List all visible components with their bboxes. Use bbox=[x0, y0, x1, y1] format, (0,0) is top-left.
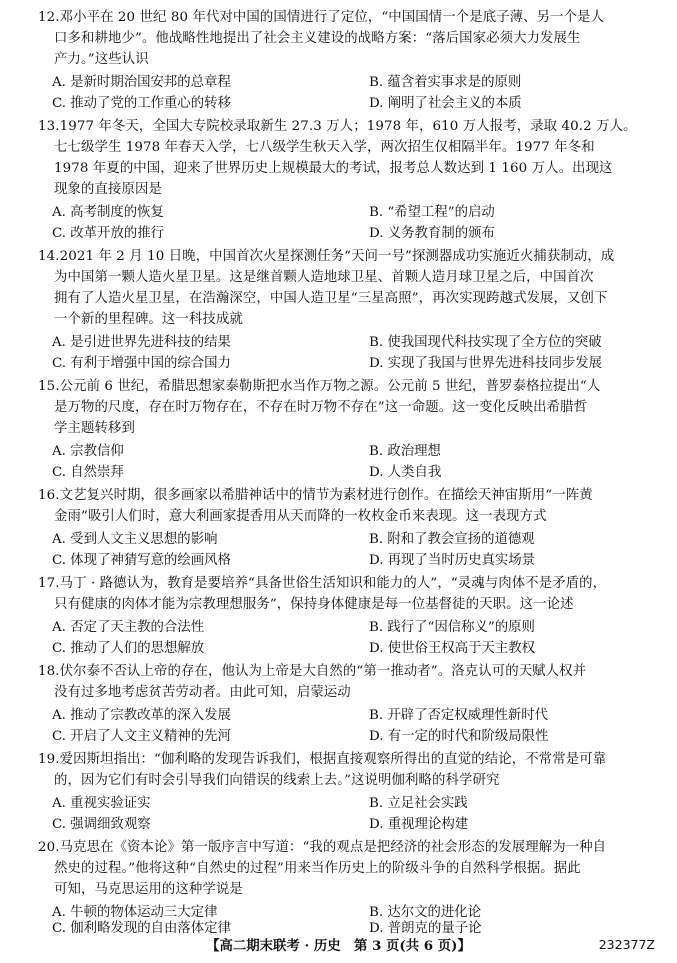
question-18-option-d: D. 有一定的时代和阶级局限性 bbox=[369, 729, 549, 744]
question-19-line-2: 的，因为它们有时会引导我们向错误的线索上去。”这说明伽利略的科学研究 bbox=[54, 773, 500, 788]
question-13-number: 13. bbox=[38, 119, 60, 134]
question-16-option-b: B. 附和了教会宣扬的道德观 bbox=[369, 532, 535, 547]
question-15-option-d: D. 人类自我 bbox=[369, 465, 442, 480]
question-13-option-d: D. 义务教育制的颁布 bbox=[369, 226, 495, 241]
question-17-option-b: B. 践行了“因信称义”的原则 bbox=[369, 620, 535, 635]
question-15-option-c: C. 自然崇拜 bbox=[52, 465, 124, 480]
question-14-option-b: B. 使我国现代科技实现了全方位的突破 bbox=[369, 335, 602, 350]
page-footer-code: 232377Z bbox=[598, 937, 655, 952]
question-13-line-1: 13.1977 年冬天，全国大专院校录取新生 27.3 万人；1978 年，610 万人报考，录取 40.2 万人。 bbox=[38, 119, 637, 134]
question-16-option-a: A. 受到人文主义思想的影响 bbox=[52, 532, 218, 547]
question-12-line-3: 产力。”这些认识 bbox=[54, 52, 149, 67]
question-15-line-3: 学主题转移到 bbox=[54, 421, 135, 436]
question-17-line-1: 17.马丁 · 路德认为，教育是要培养“具备世俗生活知识和能力的人”，“灵魂与肉体不是矛盾的， bbox=[38, 576, 607, 591]
question-12-line-2: 口多和耕地少”。他战略性地提出了社会主义建设的战略方案：“落后国家必须大力发展生 bbox=[54, 31, 581, 46]
question-15-option-b: B. 政治理想 bbox=[369, 444, 441, 459]
question-20-option-d: D. 普朗克的量子论 bbox=[369, 921, 482, 936]
question-12-number: 12. bbox=[38, 10, 60, 25]
question-14-line-3: 拥有了人造火星卫星，在浩瀚深空，中国人造卫星“三星高照”，再次实现跨越式发展，又创下 bbox=[54, 291, 608, 306]
question-20-option-c: C. 伽利略发现的自由落体定律 bbox=[52, 921, 231, 936]
question-12-option-a: A. 是新时期治国安邦的总章程 bbox=[52, 75, 231, 90]
question-15-line-1: 15.公元前 6 世纪，希腊思想家泰勒斯把水当作万物之源。公元前 5 世纪，普罗泰格拉提出“人 bbox=[38, 379, 601, 394]
question-18-option-c: C. 开启了人文主义精神的先河 bbox=[52, 729, 231, 744]
question-13-option-c: C. 改革开放的推行 bbox=[52, 226, 165, 241]
question-19-option-a: A. 重视实验证实 bbox=[52, 796, 151, 811]
question-18-number: 18. bbox=[38, 664, 60, 679]
question-13-line-4: 现象的直接原因是 bbox=[54, 182, 162, 197]
question-20-line-2: 然史的过程。”他将这种“自然史的过程”用来当作历史上的阶级斗争的自然科学根据。据此 bbox=[54, 861, 581, 876]
question-17-option-a: A. 否定了天主教的合法性 bbox=[52, 620, 205, 635]
question-16-option-d: D. 再现了当时历史真实场景 bbox=[369, 553, 536, 568]
question-12-option-d: D. 阐明了社会主义的本质 bbox=[369, 96, 522, 111]
question-17-option-c: C. 推动了人们的思想解放 bbox=[52, 641, 205, 656]
question-19-option-d: D. 重视理论构建 bbox=[369, 817, 469, 832]
question-17-option-d: D. 使世俗王权高于天主教权 bbox=[369, 641, 536, 656]
question-14-line-2: 为中国第一颗人造火星卫星。这是继首颗人造地球卫星、首颗人造月球卫星之后，中国首次 bbox=[54, 270, 594, 285]
question-16-line-2: 金雨”吸引人们时，意大利画家提香用从天而降的一枚枚金币来表现。这一表现方式 bbox=[54, 509, 547, 524]
question-14-option-a: A. 是引进世界先进科技的结果 bbox=[52, 335, 231, 350]
question-20-line-1: 20.马克思在《资本论》第一版序言中写道：“我的观点是把经济的社会形态的发展理解为一种自 bbox=[38, 840, 607, 855]
question-13-option-b: B. “希望工程”的启动 bbox=[369, 205, 495, 220]
question-16-number: 16. bbox=[38, 488, 60, 503]
question-14-option-d: D. 实现了我国与世界先进科技同步发展 bbox=[369, 356, 603, 371]
question-14-option-c: C. 有利于增强中国的综合国力 bbox=[52, 356, 231, 371]
question-14-number: 14. bbox=[38, 249, 60, 264]
question-18-option-b: B. 开辟了否定权威理性新时代 bbox=[369, 708, 549, 723]
question-18-line-1: 18.伏尔泰不否认上帝的存在，他认为上帝是大自然的“第一推动者”。洛克认可的天赋人权并 bbox=[38, 664, 587, 679]
page-footer-title: 【高二期末联考 · 历史 第 3 页(共 6 页)】 bbox=[206, 938, 471, 954]
question-15-number: 15. bbox=[38, 379, 60, 394]
question-16-option-c: C. 体现了神猜写意的绘画风格 bbox=[52, 553, 231, 568]
question-12-option-c: C. 推动了党的工作重心的转移 bbox=[52, 96, 231, 111]
question-18-line-2: 没有过多地考虑贫苦劳动者。由此可知，启蒙运动 bbox=[54, 685, 351, 700]
question-12-option-b: B. 蕴含着实事求是的原则 bbox=[369, 75, 522, 90]
question-17-line-2: 只有健康的肉体才能为宗教理想服务”，保持身体健康是每一位基督徒的天职。这一论述 bbox=[54, 597, 574, 612]
question-19-option-b: B. 立足社会实践 bbox=[369, 796, 468, 811]
question-13-line-3: 1978 年夏的中国，迎来了世界历史上规模最大的考试，报考总人数达到 1 160 万人。出现这 bbox=[54, 161, 613, 176]
question-17-number: 17. bbox=[38, 576, 60, 591]
question-14-line-4: 一个新的里程碑。这一科技成就 bbox=[54, 312, 243, 327]
question-16-line-1: 16.文艺复兴时期，很多画家以希腊神话中的情节为素材进行创作。在描绘天神宙斯用“一阵黄 bbox=[38, 488, 593, 503]
question-14-line-1: 14.2021 年 2 月 10 日晚，中国首次火星探测任务“天问一号”探测器成功实施近火捕获制动，成 bbox=[38, 249, 615, 264]
question-19-number: 19. bbox=[38, 752, 60, 767]
question-19-line-1: 19.爱因斯坦指出：“伽利略的发现告诉我们，根据直接观察所得出的直觉的结论，不常常是可靠 bbox=[38, 752, 607, 767]
question-12-line-1: 12.邓小平在 20 世纪 80 年代对中国的国情进行了定位，“中国国情一个是底子薄、另一个是人 bbox=[38, 10, 605, 25]
question-18-option-a: A. 推动了宗教改革的深入发展 bbox=[52, 708, 231, 723]
question-15-line-2: 是万物的尺度，存在时万物存在，不存在时万物不存在”这一命题。这一变化反映出希腊哲 bbox=[54, 400, 588, 415]
question-15-option-a: A. 宗教信仰 bbox=[52, 444, 124, 459]
question-19-option-c: C. 强调细致观察 bbox=[52, 817, 151, 832]
question-13-option-a: A. 高考制度的恢复 bbox=[52, 205, 164, 220]
question-20-option-a: A. 牛顿的物体运动三大定律 bbox=[52, 905, 218, 920]
question-20-line-3: 可知，马克思运用的这种学说是 bbox=[54, 882, 243, 897]
question-20-option-b: B. 达尔文的进化论 bbox=[369, 905, 482, 920]
question-13-line-2: 七七级学生 1978 年春天入学，七八级学生秋天入学，两次招生仅相隔半年。1977 年冬和 bbox=[54, 140, 595, 155]
question-20-number: 20. bbox=[38, 840, 60, 855]
